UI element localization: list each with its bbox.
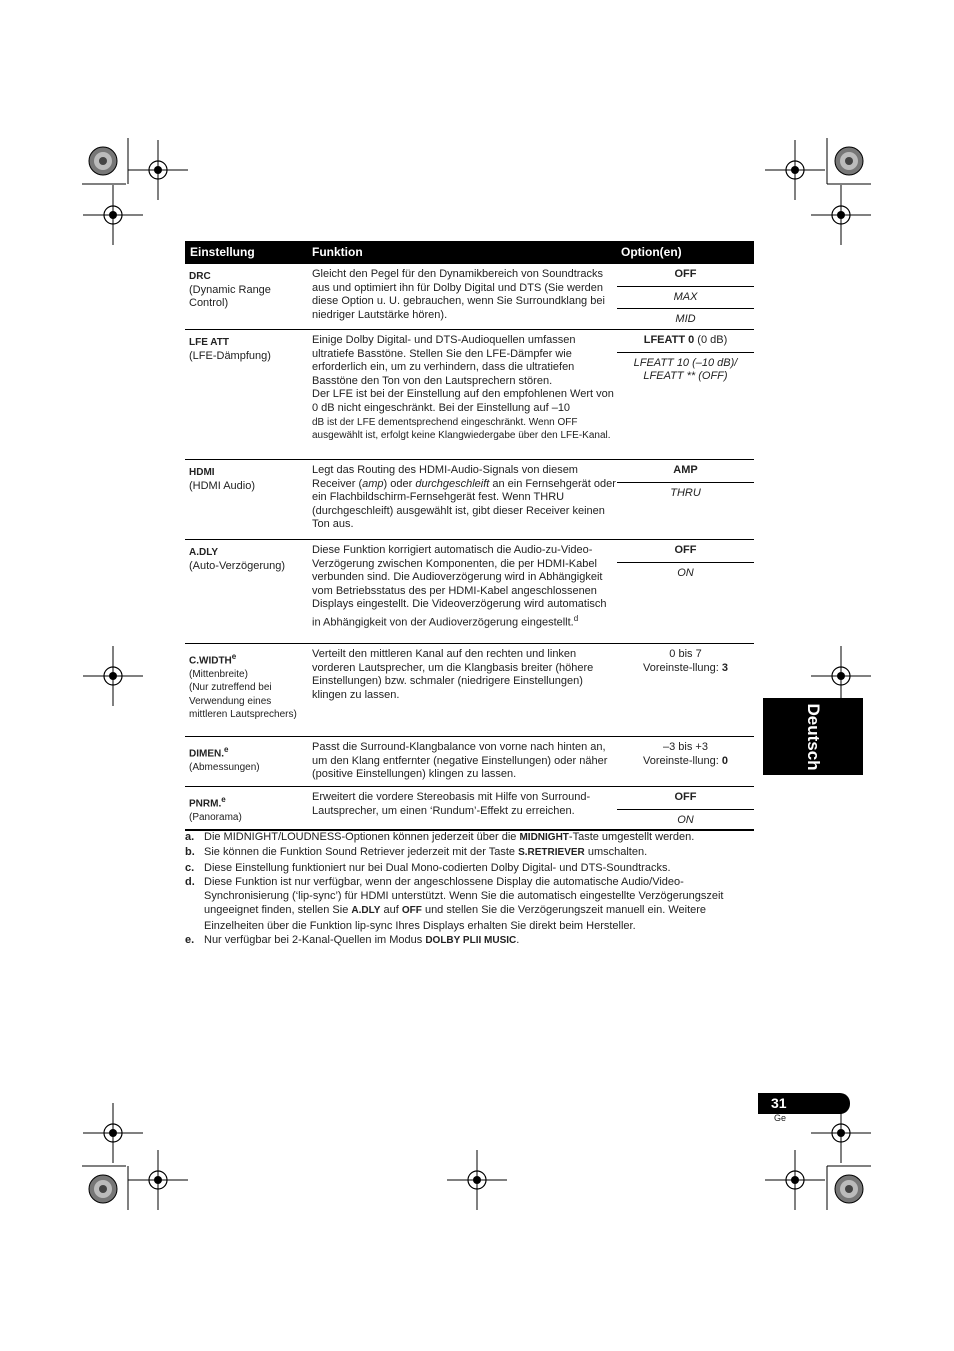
option: THRU (670, 486, 701, 499)
footnote-e: e. Nur verfügbar bei 2-Kanal-Quellen im Modus DOLBY PLII MUSIC. (185, 934, 520, 947)
setting-cell (189, 336, 304, 363)
table-row (185, 330, 754, 460)
table-row (185, 264, 754, 330)
option: LFEATT 0 (0 dB) (617, 330, 754, 353)
setting-cell (189, 270, 304, 311)
options-cell (617, 264, 754, 331)
setting-desc: (Mittenbreite) (189, 668, 248, 680)
header-optionen: Option(en) (621, 245, 682, 259)
settings-table (185, 241, 754, 831)
options-cell (617, 460, 754, 504)
page-number-box (758, 1093, 850, 1114)
setting-desc: (Dynamic Range Control) (189, 283, 271, 309)
setting-name: PNRM.$^e$ (189, 795, 226, 810)
footnote-d: d. Diese Funktion ist nur verfügbar, wenn der angeschlossene Display die automatische Audio/Video-Synchronisierung (‘lip-sync’) für HDMI unterstützt. Wenn Sie die automatisch eingestellte Verzögerungszeit ungeeignet finden, stellen Sie A.DLY auf OFF und stellen Sie die Verzögerungszeit manuell ein. Weitere Einzelheiten über die Funktion lip-sync Ihres Displays erhalten Sie direkt beim Hersteller. (185, 875, 724, 932)
setting-cell (189, 650, 304, 722)
setting-cell (189, 546, 304, 573)
setting-name: HDMI (189, 467, 215, 478)
table-row (185, 460, 754, 540)
option: OFF (617, 540, 754, 563)
table-row (185, 737, 754, 787)
options-cell (617, 644, 754, 679)
setting-desc: (LFE-Dämpfung) (189, 349, 271, 362)
option-range: –3 bis +3 Voreinste-llung: 0 (642, 741, 728, 767)
setting-name: LFE ATT (189, 337, 229, 348)
language-code: Ge (774, 1113, 787, 1123)
setting-name: C.WIDTH$^e$ (189, 652, 237, 667)
setting-desc: (Panorama) (189, 811, 242, 823)
option: ON (677, 566, 694, 579)
function-text: Einige Dolby Digital- und DTS-Audioquellen umfassen ultratiefe Basstöne. Stellen Sie den LFE-Dämpfer wie erforderlich ein, um zu verhindern, dass die ultratiefen Basstöne den Ton von den Lautsprechern stören. (312, 334, 576, 387)
option: MAX (617, 287, 754, 310)
table-row (185, 540, 754, 644)
setting-cell (189, 466, 304, 493)
setting-desc: (HDMI Audio) (189, 479, 256, 492)
setting-name: DRC (189, 271, 211, 282)
setting-desc: (Nur zutreffend bei Verwendung eines mittleren Lautsprechers) (189, 682, 297, 721)
footnote-a: a. Die MIDNIGHT/LOUDNESS-Optionen können jederzeit über die MIDNIGHT-Taste umgestellt werden. (185, 831, 695, 843)
function-cell: Erweitert die vordere Stereobasis mit Hilfe von Surround-Lautsprecher, um einen ‘Rundum’-Effekt zu erreichen. (312, 791, 591, 817)
table-row (185, 787, 754, 831)
setting-name: A.DLY (189, 547, 219, 558)
function-cell (312, 334, 616, 443)
options-cell (617, 737, 754, 772)
options-cell (617, 540, 754, 584)
header-funktion: Funktion (312, 245, 363, 259)
footnote-b: b. Sie können die Funktion Sound Retriever jederzeit mit der Taste S.RETRIEVER umschalten. (185, 846, 648, 859)
options-cell (617, 330, 754, 388)
language-tab (763, 698, 863, 775)
setting-desc: (Auto-Verzögerung) (189, 559, 285, 572)
option: ON (677, 813, 694, 826)
function-cell: Diese Funktion korrigiert automatisch die Audio-zu-Video-Verzögerung zwischen Komponenten, die per HDMI-Kabel verbunden sind. Die Audioverzögerung wird in Abhängigkeit vom Betriebsstatus des per HDMI-Kabel angeschlossenen Displays eingestellt. Die Videoverzögerung wird automatisch in Abhängigkeit von der Audioverzögerung eingestellt.$^d$ (312, 544, 607, 629)
setting-desc: (Abmessungen) (189, 761, 260, 773)
option: OFF (617, 787, 754, 810)
option: OFF (617, 264, 754, 287)
function-text: Der LFE ist bei der Einstellung auf den empfohlenen Wert von 0 dB nicht eingeschränkt. Bei der Einstellung auf –10 (312, 388, 614, 414)
table-header (185, 241, 754, 264)
function-text: dB ist der LFE dementsprechend eingeschränkt. Wenn OFF ausgewählt ist, erfolgt keine Klangwiedergabe über den LFE-Kanal. (312, 416, 611, 442)
option: LFEATT 10 (–10 dB)/ LFEATT ** (OFF) (633, 356, 738, 382)
option: MID (675, 313, 696, 325)
language-tab-label: Deutsch (804, 702, 823, 771)
footnote-c: c. Diese Einstellung funktioniert nur bei Dual Mono-codierten Dolby Digital- und DTS-Soundtracks. (185, 861, 671, 874)
function-cell: Legt das Routing des HDMI-Audio-Signals von diesem Receiver (amp) oder durchgeschleift an ein Fernsehgerät oder ein Flachbildschirm-Fernsehgerät fest. Wenn THRU (durchgeschleift) ausgewählt ist, gibt dieser Receiver keinen Ton aus. (312, 464, 616, 531)
setting-name: DIMEN.$^e$ (189, 745, 229, 760)
setting-cell (189, 793, 304, 824)
header-einstellung: Einstellung (190, 245, 255, 259)
setting-cell (189, 743, 304, 774)
function-cell: Passt die Surround-Klangbalance von vorne nach hinten an, um den Klang entfernter (negative Einstellungen) oder näher (positive Einstellungen) klingen zu lassen. (312, 741, 608, 781)
option: AMP (617, 460, 754, 483)
table-row (185, 644, 754, 737)
option-range: 0 bis 7 Voreinste-llung: 3 (642, 648, 728, 674)
function-cell: Gleicht den Pegel für den Dynamikbereich von Soundtracks aus und optimiert ihn für Dolby Digital und DTS (Sie werden diese Option u. U. gebrauchen, wenn Sie Surroundklang bei niedriger Lautstärke hören). (312, 268, 605, 321)
footnotes (185, 830, 754, 948)
function-cell: Verteilt den mittleren Kanal auf den rechten und linken vorderen Lautsprecher, um die Klangbasis breiter (höhere Einstellungen) bzw. schmaler (niedrigere Einstellungen) klingen zu lassen. (312, 648, 594, 701)
options-cell (617, 787, 754, 831)
page-number: 31 (771, 1095, 787, 1111)
